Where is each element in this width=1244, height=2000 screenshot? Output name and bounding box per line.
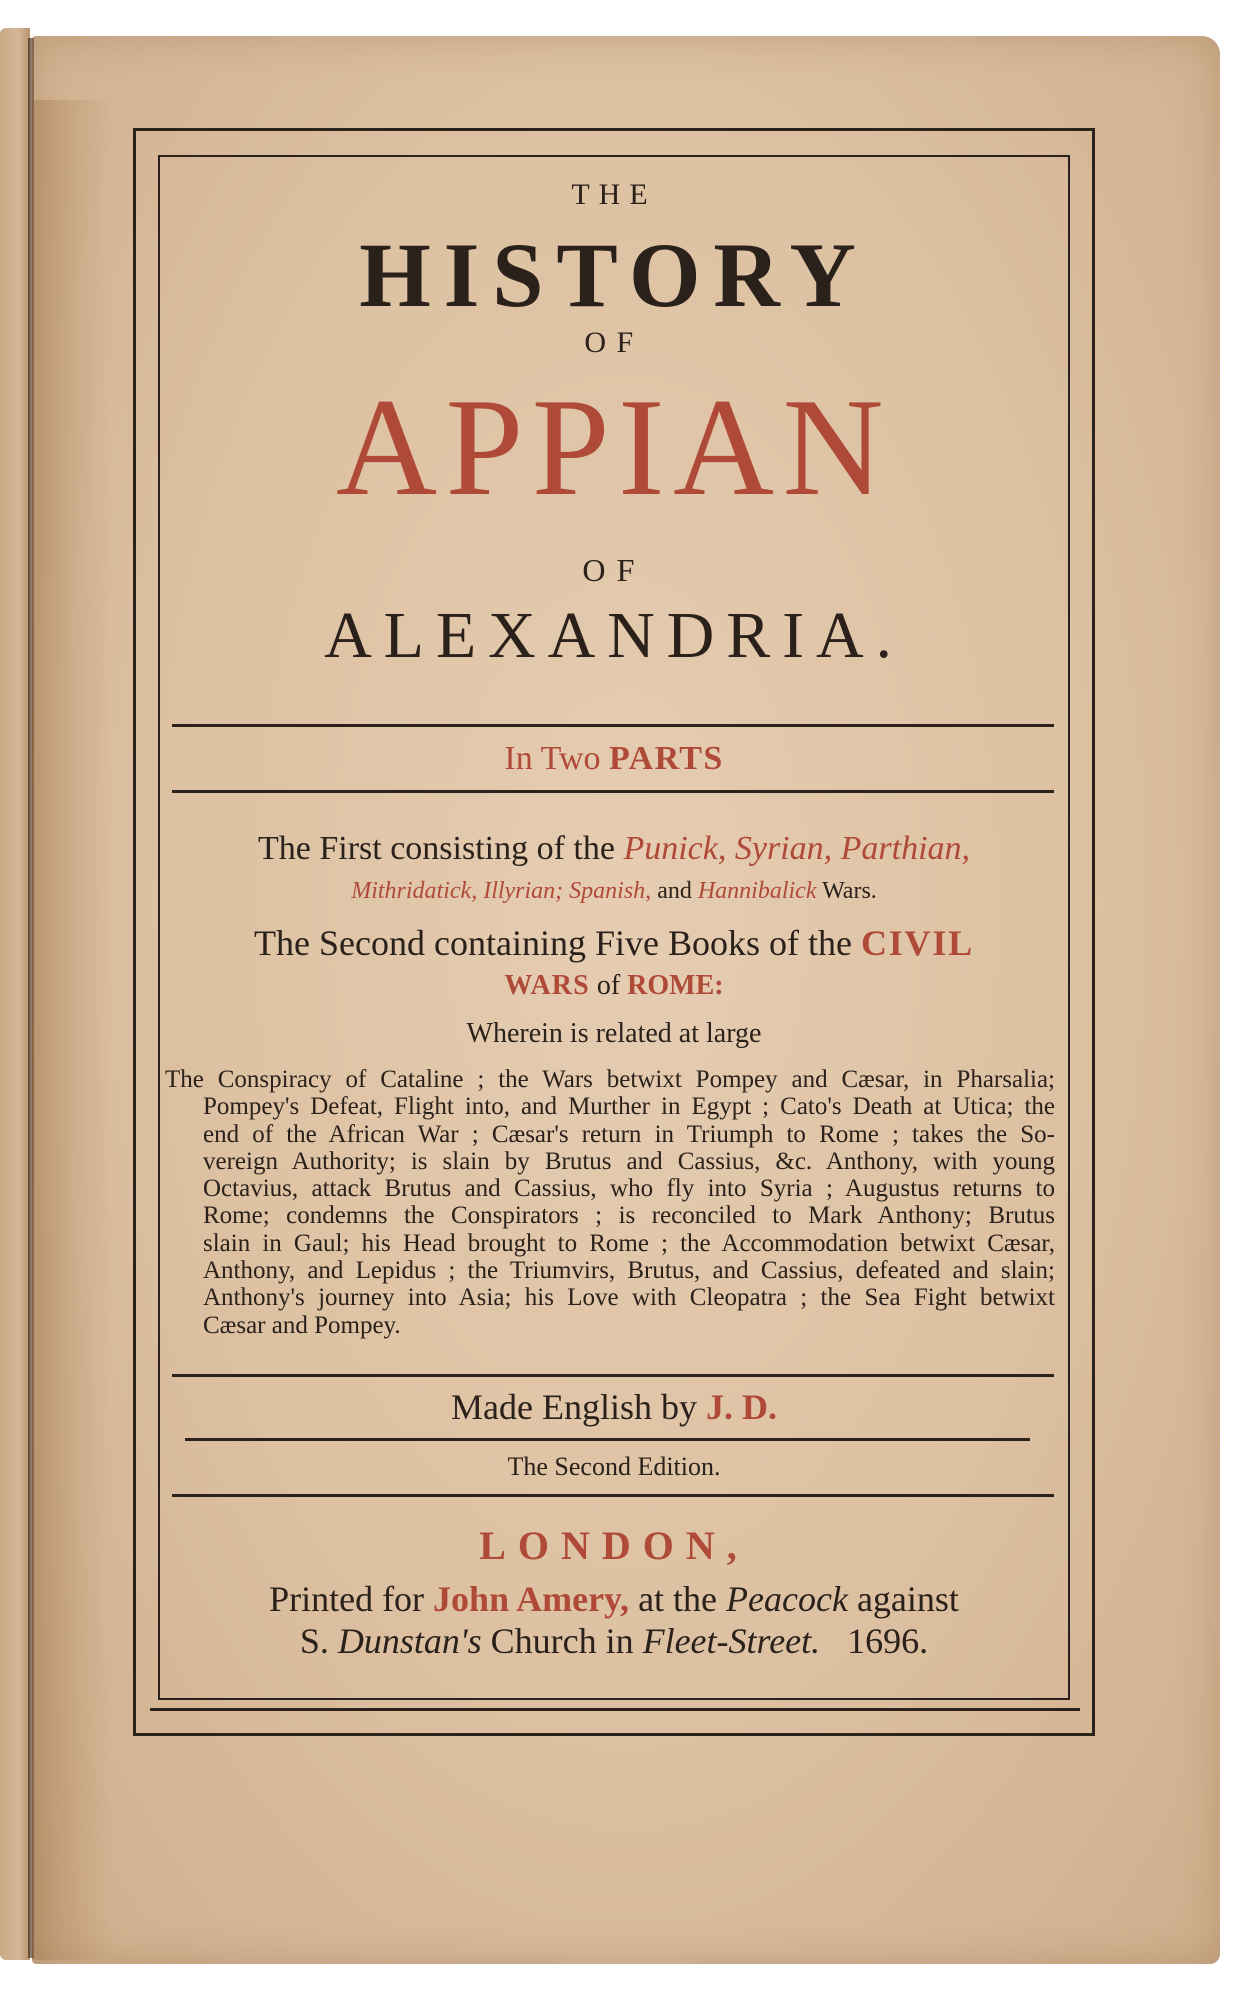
summary-line: Octavius, attack Brutus and Cassius, who fly into Syria ; Augustus returns to [203, 1175, 1055, 1203]
first-part-wars-3: Hannibalick [697, 878, 817, 904]
rule-1 [172, 724, 1054, 727]
first-part-wars-end: Wars. [822, 878, 877, 904]
summary-line: The Conspiracy of Cataline ; the Wars betwixt Pompey and Cæsar, in Pharsalia; [165, 1066, 1055, 1093]
parts-word: PARTS [609, 740, 724, 777]
first-part-lead: The First consisting of the [257, 830, 615, 867]
imprint-saint: S. [299, 1621, 329, 1661]
summary-line: slain in Gaul; his Head brought to Rome ; the Accommodation betwixt Cæsar, [203, 1229, 1055, 1257]
title-history: HISTORY [359, 224, 869, 326]
second-part-of: of [596, 970, 621, 1001]
first-part-and: and [657, 878, 692, 904]
translator-initials: J. D. [705, 1387, 777, 1427]
second-part-rome: ROME: [627, 970, 724, 1001]
imprint-church-name: Dunstan's [337, 1621, 482, 1661]
second-part-wars: WARS [504, 970, 590, 1001]
title-alexandria: ALEXANDRIA. [324, 599, 904, 672]
summary-line: end of the African War ; Cæsar's return in Triumph to Rome ; takes the So- [203, 1120, 1055, 1148]
imprint-street: Fleet-Street. [642, 1621, 821, 1661]
imprint-church-in: Church in [490, 1621, 634, 1661]
imprint-publisher: John Amery, [433, 1579, 630, 1619]
summary-line: Cæsar and Pompey. [203, 1311, 401, 1339]
imprint-city: LONDON, [479, 1523, 749, 1568]
summary-line: vereign Authority; is slain by Brutus and Cassius, &c. Anthony, with young [203, 1147, 1055, 1175]
rule-3 [172, 1374, 1054, 1377]
second-part-lead: The Second containing Five Books of the [254, 923, 852, 963]
adjacent-leaf [0, 28, 30, 1960]
translator-prefix: Made English by [451, 1387, 697, 1427]
title-of-1: OF [584, 326, 644, 359]
title-of-2: OF [582, 552, 646, 588]
imprint-sign: Peacock [726, 1579, 848, 1619]
first-part-wars-1: Punick, Syrian, Parthian, [623, 830, 971, 867]
summary-line: Anthony's journey into Asia; his Love with Cleopatra ; the Sea Fight betwixt [203, 1284, 1055, 1312]
water-stain [32, 100, 112, 1960]
imprint-printed-for: Printed for [269, 1579, 425, 1619]
rule-4 [185, 1438, 1030, 1441]
imprint-at-the: at the [638, 1579, 718, 1619]
imprint-year: 1696. [847, 1621, 929, 1661]
title-appian: APPIAN [335, 370, 893, 525]
summary-line: Pompey's Defeat, Flight into, and Murther in Egypt ; Cato's Death at Utica; the [203, 1093, 1055, 1121]
second-part-civil: CIVIL [860, 923, 974, 963]
edition: The Second Edition. [507, 1452, 721, 1481]
parts-prefix: In Two [504, 740, 601, 777]
rule-bottom [150, 1708, 1080, 1711]
wherein-line: Wherein is related at large [466, 1018, 762, 1049]
summary-paragraph [165, 1066, 1055, 1339]
first-part-wars-2: Mithridatick, Illyrian; Spanish, [351, 878, 652, 904]
imprint-against: against [856, 1579, 959, 1619]
title-the: THE [571, 178, 657, 211]
summary-line: Anthony, and Lepidus ; the Triumvirs, Brutus, and Cassius, defeated and slain; [203, 1257, 1055, 1285]
rule-2 [172, 790, 1054, 793]
book-gutter [28, 38, 34, 1958]
rule-5 [172, 1494, 1054, 1497]
summary-line: Rome; condemns the Conspirators ; is reconciled to Mark Anthony; Brutus [203, 1202, 1055, 1230]
